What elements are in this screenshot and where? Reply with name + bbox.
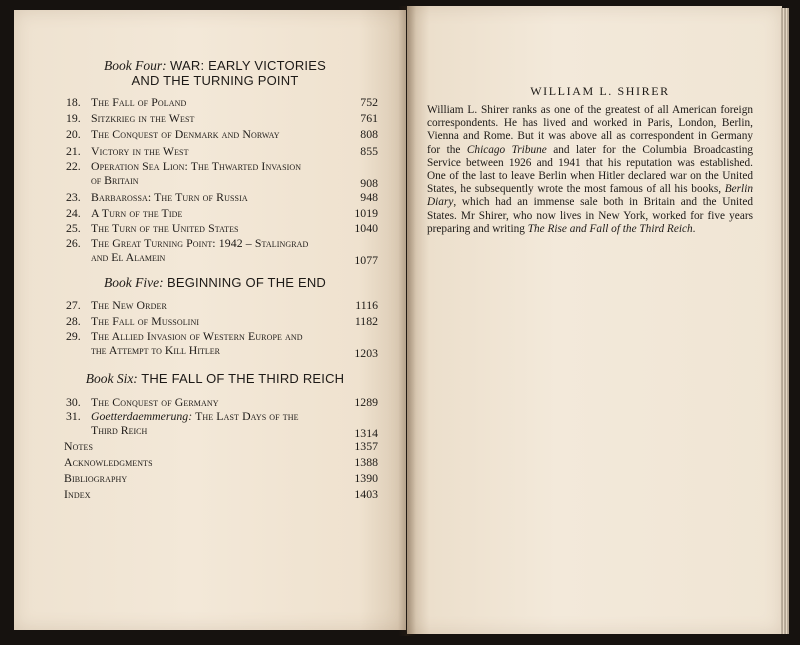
toc-title: Barbarossa: The Turn of Russia xyxy=(91,190,248,204)
book-five-title: BEGINNING OF THE END xyxy=(166,275,327,290)
toc-number: 21. xyxy=(66,144,81,158)
toc-entry xyxy=(64,471,378,485)
bio-title-rise-and-fall: The Rise and Fall of the Third Reich xyxy=(527,222,693,235)
toc-title: The New Order xyxy=(91,298,167,312)
toc-page: 808 xyxy=(360,127,378,141)
bio-title-chicago-tribune: Chicago Tribune xyxy=(466,143,547,156)
book-six-label: Book Six: xyxy=(85,371,138,386)
book-six-heading xyxy=(60,371,370,386)
toc-entry xyxy=(66,329,378,360)
toc-title: The Fall of Mussolini xyxy=(91,314,200,328)
toc-entry xyxy=(66,314,378,328)
toc-number: 27. xyxy=(66,298,81,312)
toc-entry xyxy=(66,298,378,312)
bio-text-3: , which had an immense sale both in Britain and the United States. Mr Shirer, who now lives in New York, worked for five years preparing and writing xyxy=(427,196,753,235)
toc-title: Bibliography xyxy=(64,471,128,485)
toc-title-italic: Goetterdaemmerung: xyxy=(91,409,193,423)
toc-page: 855 xyxy=(360,144,378,158)
toc-title: The Allied Invasion of Western Europe and xyxy=(91,329,303,343)
book-four-label: Book Four: xyxy=(104,58,167,73)
toc-page: 752 xyxy=(360,95,378,109)
page-edges xyxy=(780,8,789,634)
toc-title: The Last Days of the xyxy=(195,409,299,423)
toc-entry xyxy=(66,127,378,141)
toc-entry xyxy=(66,111,378,125)
toc-title: The Conquest of Germany xyxy=(91,395,219,409)
toc-title: The Turn of the United States xyxy=(91,221,239,235)
toc-page: 1314 xyxy=(354,426,378,440)
toc-title-continued: the Attempt to Kill Hitler xyxy=(91,343,220,357)
toc-page: 1203 xyxy=(354,346,378,360)
book-four-title-line1: WAR: EARLY VICTORIES xyxy=(170,58,326,73)
toc-title: A Turn of the Tide xyxy=(91,206,183,220)
toc-title: The Conquest of Denmark and Norway xyxy=(91,127,280,141)
toc-entry xyxy=(64,439,378,453)
toc-number: 30. xyxy=(66,395,81,409)
toc-entry xyxy=(66,409,378,440)
toc-title: The Great Turning Point: 1942 – Stalingrad xyxy=(91,236,309,250)
toc-number: 22. xyxy=(66,159,81,173)
toc-entry xyxy=(66,221,378,235)
book-spine-shadow xyxy=(398,6,416,636)
toc-page: 908 xyxy=(360,176,378,190)
toc-page: 1390 xyxy=(354,471,378,485)
toc-title: Victory in the West xyxy=(91,144,189,158)
toc-page: 1403 xyxy=(354,487,378,501)
book-four-title-line2: AND THE TURNING POINT xyxy=(131,73,299,88)
toc-entry xyxy=(66,236,378,267)
toc-number: 18. xyxy=(66,95,81,109)
toc-page: 1019 xyxy=(354,206,378,220)
toc-page: 1357 xyxy=(354,439,378,453)
toc-entry xyxy=(66,144,378,158)
bio-title-berlin-diary: Berlin Diary xyxy=(427,183,753,209)
book-four-heading xyxy=(60,58,370,88)
toc-number: 20. xyxy=(66,127,81,141)
toc-page: 1116 xyxy=(355,298,378,312)
toc-page: 1182 xyxy=(354,314,378,328)
book-five-label: Book Five: xyxy=(103,275,164,290)
toc-title: The Fall of Poland xyxy=(91,95,187,109)
toc-entry xyxy=(66,206,378,220)
toc-number: 29. xyxy=(66,329,81,343)
toc-number: 26. xyxy=(66,236,81,250)
author-name: WILLIAM L. SHIRER xyxy=(530,84,670,98)
toc-page: 1040 xyxy=(354,221,378,235)
toc-title-continued: and El Alamein xyxy=(91,250,166,264)
toc-title: Acknowledgments xyxy=(64,455,153,469)
right-page xyxy=(407,6,782,634)
bio-text-2: and later for the Columbia Broadcasting Service between 1926 and 1941 that his reputation was established. One of the last to leave Berlin when Hitler declared war on the United States, he subsequently wrote the most famous of all his books, xyxy=(427,143,754,196)
bio-text-1: William L. Shirer ranks as one of the greatest of all American foreign correspondents. He has lived and worked in Paris, London, Berlin, Vienna and Rome. But it was above all as correspondent in Germany for the xyxy=(427,104,753,156)
toc-title-continued: of Britain xyxy=(91,173,139,187)
toc-title-continued: Third Reich xyxy=(91,423,148,437)
toc-title: Operation Sea Lion: The Thwarted Invasion xyxy=(91,159,302,173)
toc-entry xyxy=(66,159,378,190)
book-five-heading xyxy=(60,275,370,290)
book-six-title: THE FALL OF THE THIRD REICH xyxy=(141,371,345,386)
toc-number: 24. xyxy=(66,206,81,220)
toc-page: 1388 xyxy=(354,455,378,469)
toc-number: 28. xyxy=(66,314,81,328)
toc-title: Sitzkrieg in the West xyxy=(91,111,195,125)
toc-page: 761 xyxy=(360,111,378,125)
toc-entry xyxy=(64,455,378,469)
toc-number: 25. xyxy=(66,221,81,235)
toc-page: 1289 xyxy=(354,395,378,409)
toc-page: 948 xyxy=(360,190,378,204)
toc-number: 19. xyxy=(66,111,81,125)
bio-text-4: . xyxy=(692,222,696,235)
toc-title: Index xyxy=(64,487,91,501)
toc-number: 23. xyxy=(66,190,81,204)
author-biography xyxy=(427,104,753,236)
toc-entry xyxy=(66,95,378,109)
toc-page: 1077 xyxy=(354,253,378,267)
toc-entry xyxy=(66,190,378,204)
toc-number: 31. xyxy=(66,409,81,423)
toc-entry xyxy=(64,487,378,501)
toc-title: Notes xyxy=(64,439,94,453)
toc-entry xyxy=(66,395,378,409)
